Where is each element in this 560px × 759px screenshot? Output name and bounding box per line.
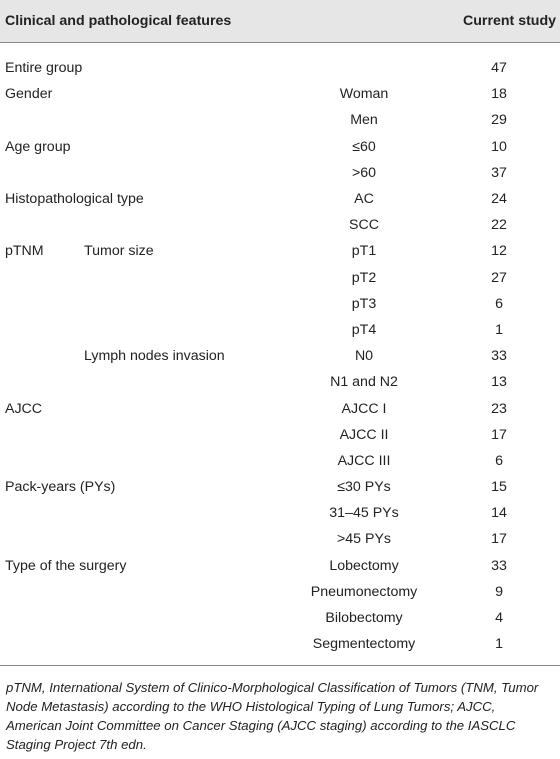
row-feature (0, 579, 84, 605)
row-count: 24 (491, 191, 507, 208)
row-subfeature (84, 605, 290, 631)
row-count: 33 (491, 348, 507, 365)
row-category: Men (350, 112, 378, 129)
row-category: AJCC III (337, 452, 391, 469)
row-subfeature (84, 526, 290, 552)
row-feature (0, 422, 84, 448)
row-feature: pTNM (5, 243, 44, 260)
table-row (0, 553, 560, 579)
row-category: AJCC I (341, 400, 387, 417)
row-subfeature: Lymph nodes invasion (84, 348, 225, 365)
row-count: 6 (495, 452, 503, 469)
row-subfeature: Tumor size (84, 243, 154, 260)
row-feature (0, 526, 84, 552)
row-subfeature (84, 579, 290, 605)
row-subfeature (84, 422, 290, 448)
table-row (0, 500, 560, 526)
row-category: AC (354, 191, 374, 208)
row-feature (0, 291, 84, 317)
table-row (0, 369, 560, 395)
row-category: pT3 (351, 295, 377, 312)
row-category: 31–45 PYs (329, 505, 399, 522)
row-feature (0, 343, 84, 369)
row-count: 9 (495, 583, 503, 600)
table-row (0, 448, 560, 474)
table-row (0, 317, 560, 343)
table-row (0, 186, 560, 212)
row-count: 47 (491, 60, 507, 77)
table-row (0, 43, 560, 82)
row-category (290, 43, 438, 82)
table-row (0, 265, 560, 291)
row-feature (0, 212, 84, 238)
row-category: SCC (349, 217, 379, 234)
row-subfeature (84, 265, 290, 291)
row-feature (0, 369, 84, 395)
row-category: >60 (351, 164, 377, 181)
row-category: pT1 (351, 243, 377, 260)
row-count: 14 (491, 505, 507, 522)
table-row (0, 343, 560, 369)
row-subfeature (84, 160, 290, 186)
table-row (0, 474, 560, 500)
table-row (0, 291, 560, 317)
table-row (0, 212, 560, 238)
row-feature: AJCC (5, 400, 43, 417)
row-count: 13 (491, 374, 507, 391)
row-feature: Entire group (5, 60, 83, 77)
row-feature (0, 500, 84, 526)
row-count: 12 (491, 243, 507, 260)
row-category: N0 (354, 348, 374, 365)
table-row (0, 238, 560, 264)
row-feature: Pack-years (PYs) (5, 479, 116, 496)
row-count: 17 (491, 426, 507, 443)
table-row (0, 395, 560, 421)
row-feature: Type of the surgery (5, 557, 127, 574)
row-category: pT2 (351, 269, 377, 286)
row-category: Pneumonectomy (310, 583, 418, 600)
table-row (0, 631, 560, 665)
table-row (0, 579, 560, 605)
row-category: ≤60 (352, 138, 376, 155)
row-count: 10 (491, 138, 507, 155)
row-category: AJCC II (339, 426, 389, 443)
table-row (0, 605, 560, 631)
row-feature (0, 605, 84, 631)
row-subfeature (84, 317, 290, 343)
row-count: 29 (491, 112, 507, 129)
row-count: 17 (491, 531, 507, 548)
row-count: 1 (495, 321, 503, 338)
row-count: 27 (491, 269, 507, 286)
row-count: 37 (491, 164, 507, 181)
row-feature: Gender (5, 86, 53, 103)
table-header-row (0, 0, 560, 43)
row-feature (0, 107, 84, 133)
row-count: 15 (491, 479, 507, 496)
row-category: ≤30 PYs (337, 479, 391, 496)
row-category: pT4 (351, 321, 377, 338)
row-count: 18 (491, 86, 507, 103)
table-footnote: pTNM, International System of Clinico-Morphological Classification of Tumors (TNM, Tumor Node Metastasis) according to the WHO Histological Typing of Lung Tumors; AJCC, American Joint Committee on Cancer Staging (AJCC staging) according to the IASCLC Staging Project 7th edn. (6, 680, 539, 753)
header-current-study: Current study (438, 0, 560, 43)
row-count: 4 (495, 610, 503, 627)
row-count: 33 (491, 557, 507, 574)
table-row (0, 107, 560, 133)
row-category: Segmentectomy (312, 636, 416, 653)
row-feature: Histopathological type (5, 191, 144, 208)
row-count: 23 (491, 400, 507, 417)
row-subfeature (84, 369, 290, 395)
table-row (0, 81, 560, 107)
table-row (0, 526, 560, 552)
row-count: 22 (491, 217, 507, 234)
row-category: Lobectomy (329, 557, 399, 574)
table-row (0, 160, 560, 186)
row-category: Woman (339, 86, 389, 103)
row-feature (0, 631, 84, 665)
row-subfeature (84, 107, 290, 133)
header-features: Clinical and pathological features (0, 0, 438, 43)
row-subfeature (84, 631, 290, 665)
row-subfeature (84, 500, 290, 526)
row-subfeature (84, 291, 290, 317)
row-count: 1 (495, 636, 503, 653)
row-category: Bilobectomy (325, 610, 403, 627)
table-row (0, 134, 560, 160)
row-feature (0, 160, 84, 186)
row-feature: Age group (5, 138, 71, 155)
table-row (0, 422, 560, 448)
row-subfeature (84, 212, 290, 238)
row-count: 6 (495, 295, 503, 312)
table-body (0, 43, 560, 666)
row-subfeature (84, 448, 290, 474)
row-feature (0, 448, 84, 474)
row-category: N1 and N2 (330, 374, 398, 391)
row-category: >45 PYs (337, 531, 392, 548)
row-feature (0, 317, 84, 343)
row-feature (0, 265, 84, 291)
